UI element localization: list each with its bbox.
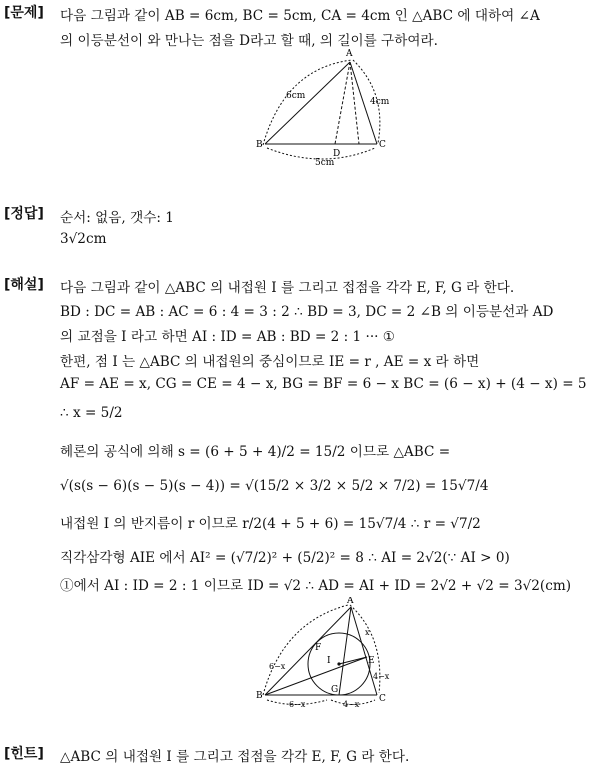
solution-line-7: 헤론의 공식에 의해 s = (6 + 5 + 4)/2 = 15/2 이므로 △ABC = [60, 444, 451, 460]
answer-line-1: 순서: 없음, 갯수: 1 [60, 210, 174, 226]
solution-figure [255, 597, 400, 709]
solution-tag: [해설] [4, 277, 44, 293]
fig1-label-b: B [256, 140, 263, 150]
fig1-label-d: D [333, 149, 341, 159]
fig2-side-gc: 4−x [343, 700, 360, 709]
fig2-label-f: F [315, 643, 322, 653]
problem-line-2: 의 이등분선이 와 만나는 점을 D라고 할 때, 의 길이를 구하여라. [60, 33, 438, 49]
fig1-side-bc: 5cm [315, 158, 335, 166]
hint-line-1: △ABC 의 내접원 I 를 그리고 접점을 각각 E, F, G 라 한다. [60, 749, 410, 765]
fig2-label-b: B [256, 691, 263, 701]
fig1-label-a: A [346, 49, 353, 59]
fig2-label-a: A [347, 597, 354, 606]
answer-tag: [정답] [4, 206, 44, 222]
hint-tag: [힌트] [4, 746, 44, 762]
fig2-label-e: E [368, 656, 375, 666]
fig2-label-g: G [331, 685, 339, 695]
fig2-label-i: I [327, 656, 331, 666]
solution-line-4: 한편, 점 I 는 △ABC 의 내접원의 중심이므로 IE = r , AE = x 라 하면 [60, 354, 480, 370]
solution-line-1: 다음 그림과 같이 △ABC 의 내접원 I 를 그리고 접점을 각각 E, F, G 라 한다. [60, 280, 515, 296]
fig2-label-c: C [379, 694, 386, 704]
solution-line-6: ∴ x = 5/2 [60, 405, 123, 421]
fig2-side-bg: 6−x [289, 700, 306, 709]
fig2-side-ae: x [365, 628, 370, 637]
fig2-side-ab: 6−x [269, 662, 286, 671]
answer-value: 3√2cm [60, 231, 107, 247]
fig1-label-c: C [379, 140, 386, 150]
solution-line-11: ①에서 AI : ID = 2 : 1 이므로 ID = √2 ∴ AD = AI + ID = 2√2 + √2 = 3√2(cm) [60, 578, 572, 594]
problem-line-1: 다음 그림과 같이 AB = 6cm, BC = 5cm, CA = 4cm 인 △ABC 에 대하여 ∠A [60, 8, 540, 24]
solution-line-3: 의 교점을 I 라고 하면 AI : ID = AB : BD = 2 : 1 ··· ① [60, 329, 395, 345]
problem-tag: [문제] [4, 5, 44, 21]
solution-line-8: √(s(s − 6)(s − 5)(s − 4)) = √(15/2 × 3/2 × 5/2 × 7/2) = 15√7/4 [60, 478, 489, 494]
solution-line-2: BD : DC = AB : AC = 6 : 4 = 3 : 2 ∴ BD = 3, DC = 2 ∠B 의 이등분선과 AD [60, 304, 554, 320]
fig2-side-ec: 4−x [373, 672, 390, 681]
solution-line-5: AF = AE = x, CG = CE = 4 − x, BG = BF = 6 − x BC = (6 − x) + (4 − x) = 5 [60, 376, 587, 392]
fig1-side-ca: 4cm [370, 97, 390, 107]
solution-line-10: 직각삼각형 AIE 에서 AI² = (√7/2)² + (5/2)² = 8 ∴ AI = 2√2(∵ AI > 0) [60, 550, 510, 566]
fig1-side-ab: 6cm [286, 91, 306, 101]
problem-figure [255, 48, 395, 166]
solution-line-9: 내접원 I 의 반지름이 r 이므로 r/2(4 + 5 + 6) = 15√7/4 ∴ r = √7/2 [60, 516, 481, 532]
